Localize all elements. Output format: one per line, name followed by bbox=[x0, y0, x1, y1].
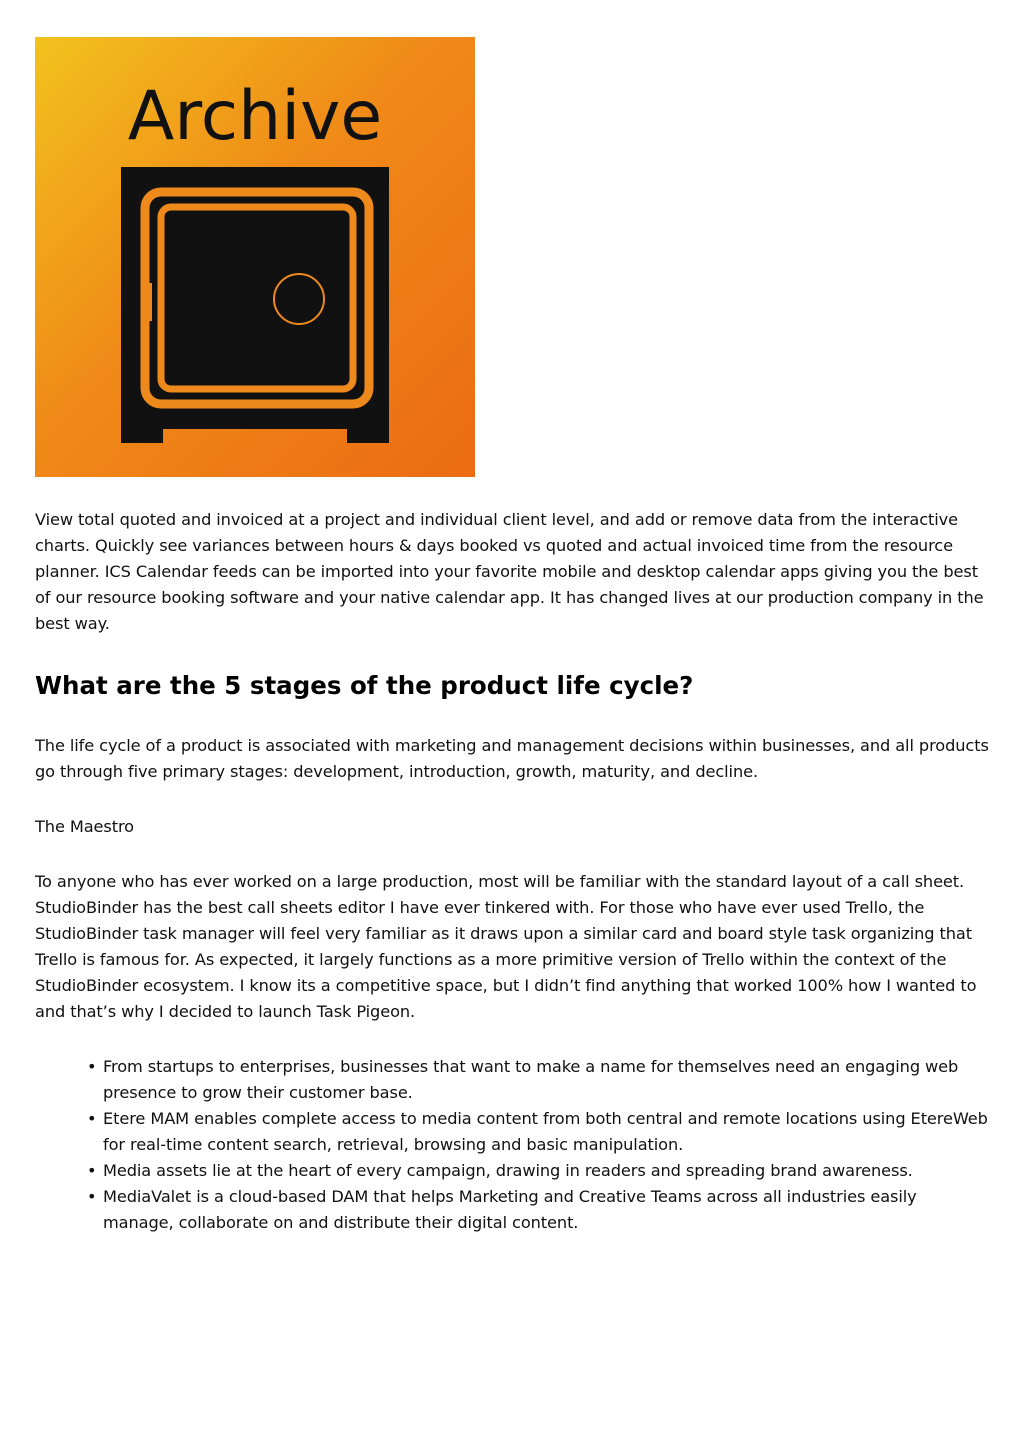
list-item bbox=[87, 1158, 990, 1184]
list-item bbox=[87, 1184, 990, 1236]
list-item-text: Etere MAM enables complete access to media content from both central and remote locations using EtereWeb for real-time content search, retrieval, browsing and basic manipulation. bbox=[103, 1109, 988, 1154]
bullet-icon: • bbox=[87, 1187, 97, 1206]
bullet-list bbox=[35, 1054, 990, 1236]
bullet-icon: • bbox=[87, 1057, 97, 1076]
safe-icon bbox=[121, 167, 389, 443]
archive-logo bbox=[35, 37, 475, 477]
lifecycle-paragraph: The life cycle of a product is associated with marketing and management decisions within businesses, and all products go through five primary stages: development, introduction, growth, maturity, and decline. bbox=[35, 736, 989, 781]
bullet-icon: • bbox=[87, 1109, 97, 1128]
maestro-line: The Maestro bbox=[35, 817, 134, 836]
section-heading: What are the 5 stages of the product life cycle? bbox=[35, 671, 694, 700]
logo-text: Archive bbox=[127, 77, 383, 156]
list-item bbox=[87, 1106, 990, 1158]
list-item-text: MediaValet is a cloud-based DAM that helps Marketing and Creative Teams across all industries easily manage, collaborate on and distribute their digital content. bbox=[103, 1187, 917, 1232]
intro-paragraph: View total quoted and invoiced at a project and individual client level, and add or remove data from the interactive charts. Quickly see variances between hours & days booked vs quoted and actual invoiced time from the resource planner. ICS Calendar feeds can be imported into your favorite mobile and desktop calendar apps giving you the best of our resource booking software and your native calendar app. It has changed lives at our production company in the best way. bbox=[35, 510, 984, 633]
list-item bbox=[87, 1054, 990, 1106]
article bbox=[35, 37, 990, 1236]
list-item-text: From startups to enterprises, businesses that want to make a name for themselves need an engaging web presence to grow their customer base. bbox=[103, 1057, 959, 1102]
bullet-icon: • bbox=[87, 1161, 97, 1180]
list-item-text: Media assets lie at the heart of every campaign, drawing in readers and spreading brand awareness. bbox=[103, 1161, 913, 1180]
studiobinder-paragraph: To anyone who has ever worked on a large production, most will be familiar with the standard layout of a call sheet. StudioBinder has the best call sheets editor I have ever tinkered with. For those who have ever used Trello, the StudioBinder task manager will feel very familiar as it draws upon a similar card and board style task organizing that Trello is famous for. As expected, it largely functions as a more primitive version of Trello within the context of the StudioBinder ecosystem. I know its a competitive space, but I didn’t find anything that worked 100% how I wanted to and that’s why I decided to launch Task Pigeon. bbox=[35, 872, 977, 1021]
